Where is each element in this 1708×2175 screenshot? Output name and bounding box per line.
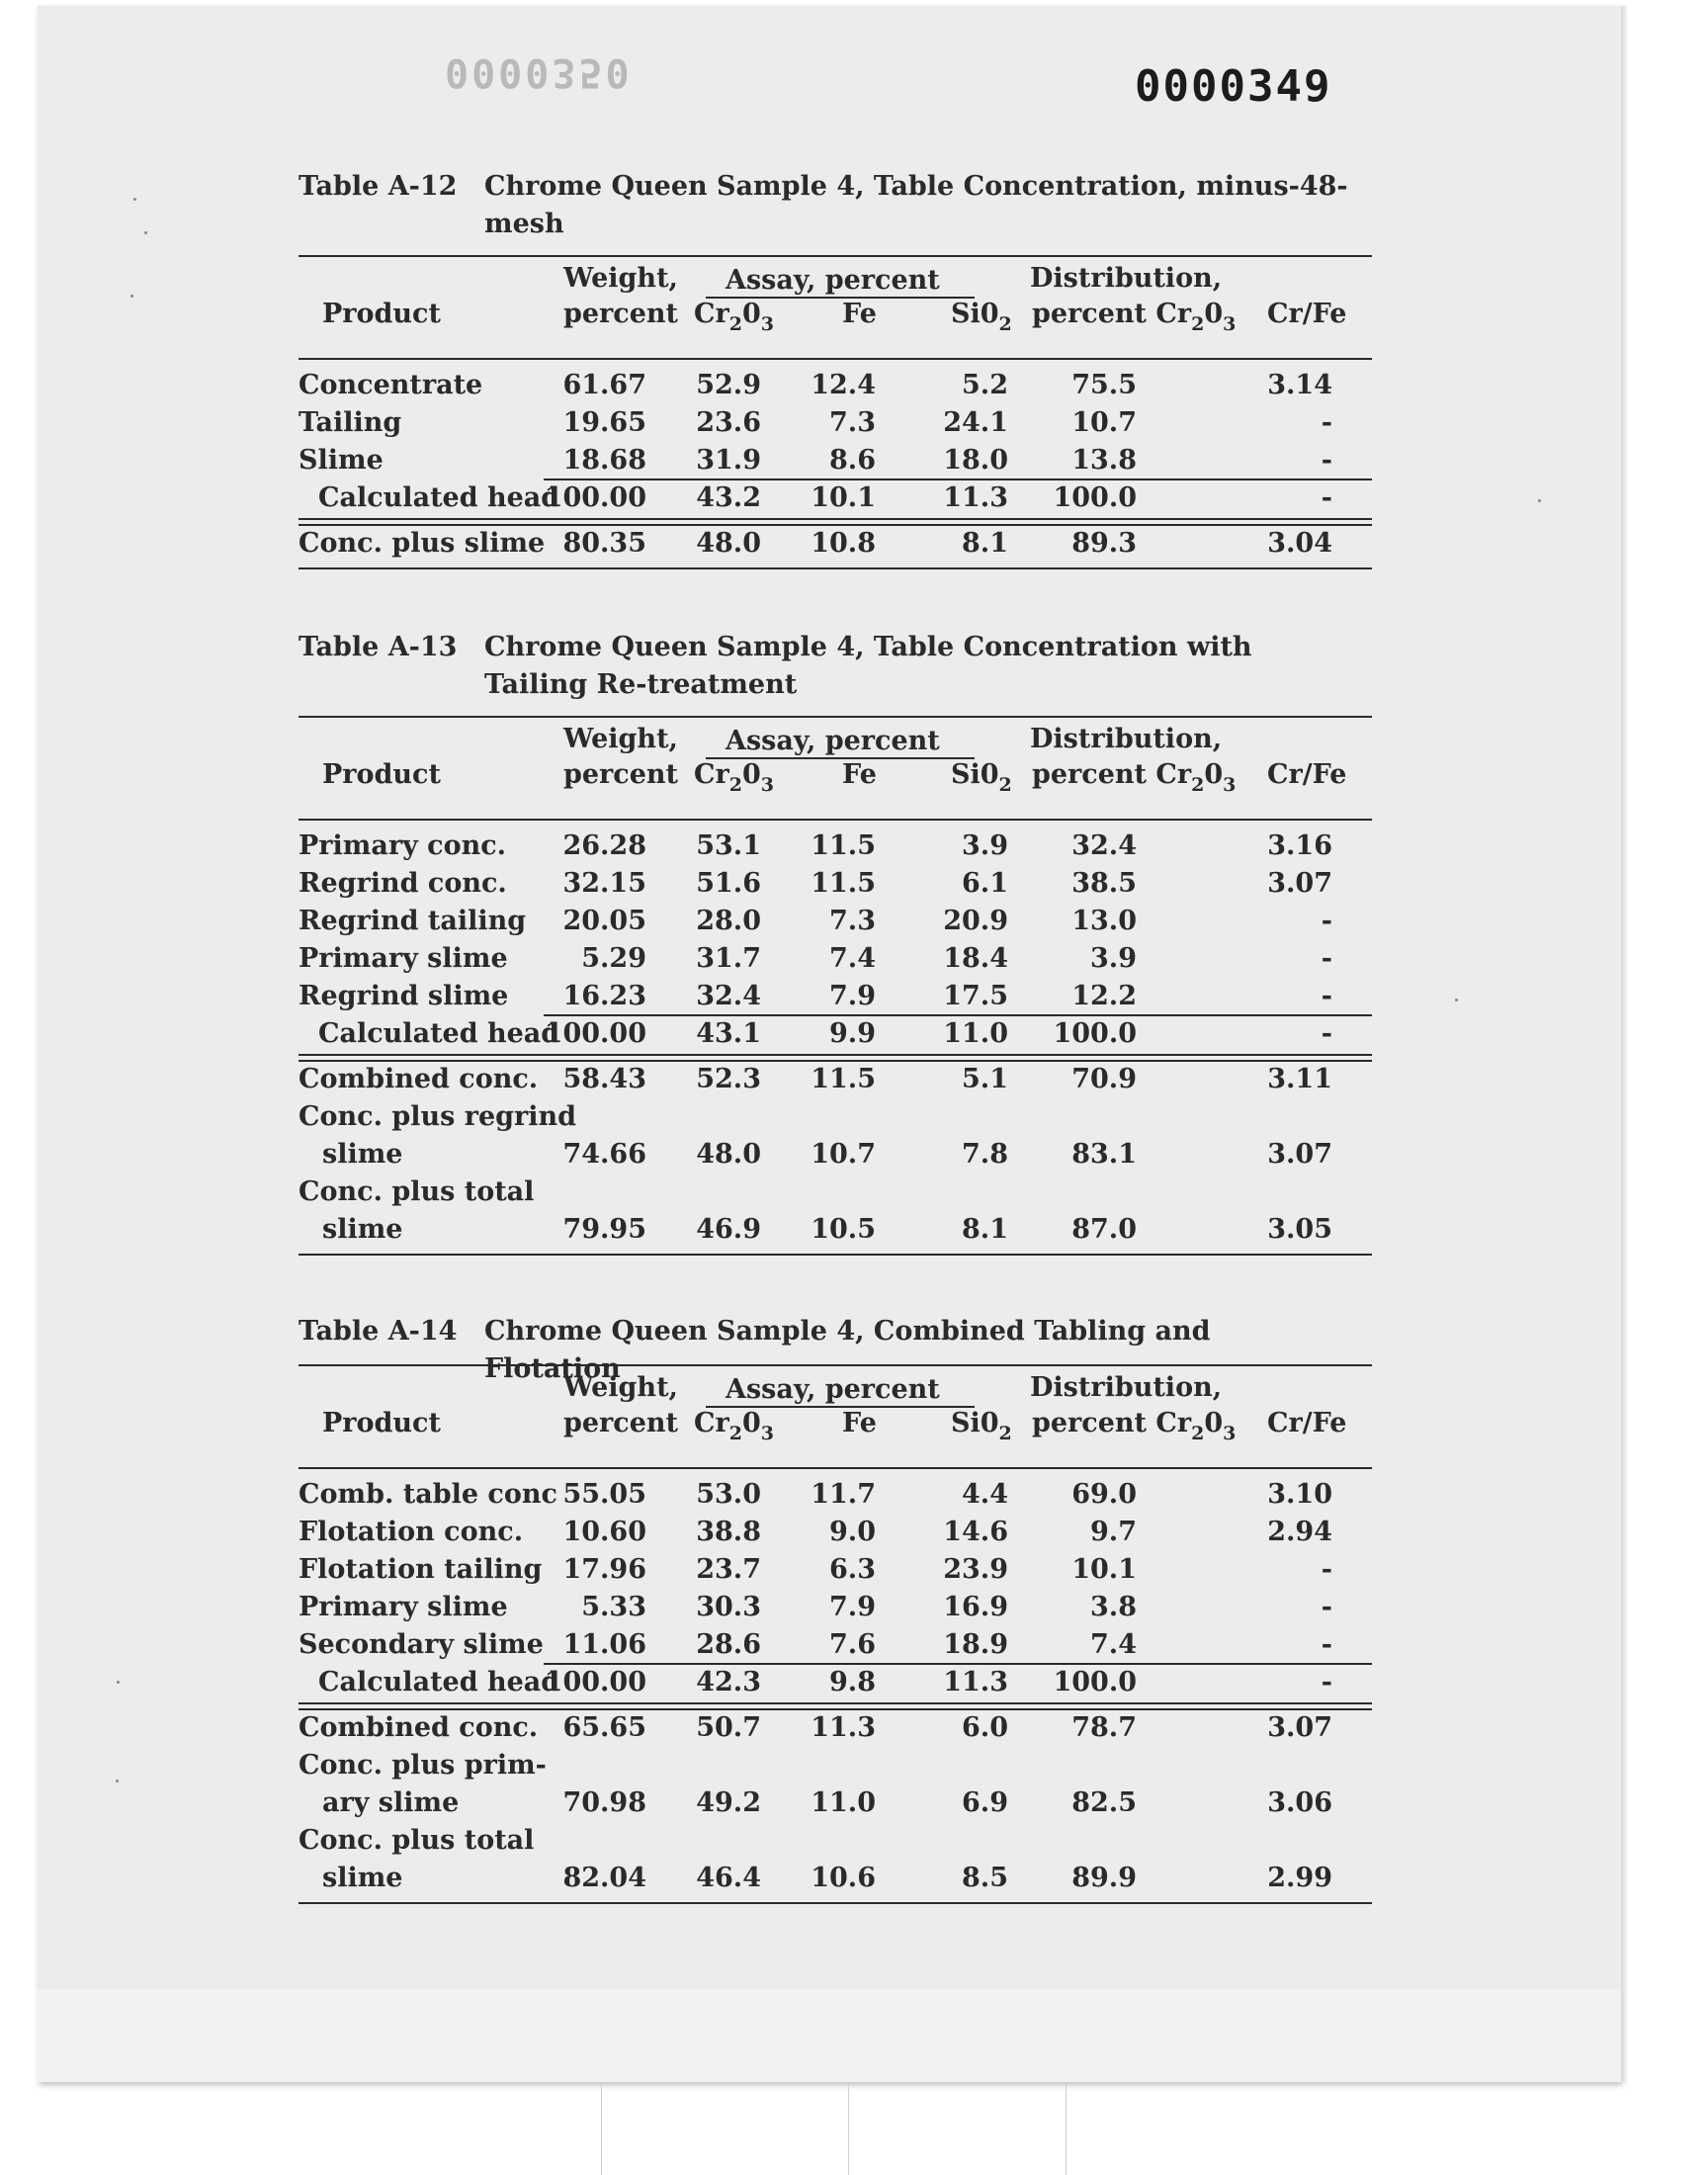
cell-cr-fe: - [1321,1554,1332,1585]
cell-product: Combined conc. [299,1712,539,1743]
table-number: Table A-13 [299,632,458,662]
header-weight-unit: percent [563,299,679,329]
cell-cr-fe: - [1321,445,1332,476]
table-top-rule [299,255,1372,257]
header-distribution-unit: percent $Cr_20_3$ [1032,1408,1237,1444]
header-fe: Fe [842,299,877,329]
cell-product: Secondary slime [299,1629,544,1660]
table-title: Chrome Queen Sample 4, Table Concentration, minus-48-mesh [484,171,1348,239]
cell-cr-fe: 3.05 [1267,1214,1332,1245]
cell-cr2o3: 23.7 [696,1554,761,1585]
header-cr-fe: Cr/Fe [1267,759,1347,790]
cell-distribution: 70.9 [1071,1064,1137,1094]
cell-sio2: 6.0 [962,1712,1008,1743]
cell-fe: 7.9 [829,1592,876,1622]
cell-product: Conc. plus total [299,1176,535,1207]
cell-distribution: 9.7 [1090,1517,1137,1547]
header-distribution: Distribution, [1030,1372,1223,1403]
cell-cr2o3: 49.2 [696,1787,761,1818]
cell-cr-fe: - [1321,407,1332,438]
header-cr-fe: Cr/Fe [1267,1408,1347,1438]
cell-cr2o3: 52.9 [696,370,761,400]
header-distribution-unit: percent $Cr_20_3$ [1032,759,1237,796]
table-bottom-rule [299,567,1372,569]
header-sio2: $Si0_2$ [951,759,1012,796]
cell-fe: 11.3 [811,1712,876,1743]
cell-sio2: 11.3 [943,482,1008,513]
speck [133,198,136,201]
cell-weight: 74.66 [562,1139,646,1170]
speck [1538,499,1541,502]
cell-sio2: 18.4 [943,943,1008,974]
speck [117,1681,120,1684]
cell-distribution: 89.3 [1071,528,1137,559]
cell-cr-fe: 3.04 [1267,528,1332,559]
cell-product: Calculated head [318,482,560,513]
cell-cr2o3: 28.0 [696,906,761,936]
cell-product: slime [322,1139,403,1170]
cell-weight: 26.28 [562,830,646,861]
header-assay: Assay, percent [726,1374,940,1405]
cell-distribution: 87.0 [1071,1214,1137,1245]
subtotal-rule [544,478,1372,480]
cell-cr2o3: 28.6 [696,1629,761,1660]
subtotal-rule [544,1663,1372,1665]
cell-weight: 79.95 [562,1214,646,1245]
header-weight-unit: percent [563,1408,679,1438]
cell-distribution: 89.9 [1071,1863,1137,1893]
speck [130,295,133,298]
cell-cr2o3: 50.7 [696,1712,761,1743]
cell-weight: 100.00 [544,1667,646,1697]
cell-cr-fe: 2.99 [1267,1863,1332,1893]
table-caption [299,168,1372,243]
cell-weight: 55.05 [562,1479,646,1510]
cell-sio2: 18.9 [943,1629,1008,1660]
cell-product: Conc. plus total [299,1825,535,1856]
cell-weight: 65.65 [562,1712,646,1743]
cell-cr-fe: 2.94 [1267,1517,1332,1547]
cell-distribution: 32.4 [1071,830,1137,861]
cell-sio2: 8.1 [962,1214,1008,1245]
cell-fe: 9.9 [829,1018,876,1049]
cell-distribution: 38.5 [1071,868,1137,899]
header-bottom-rule [299,1467,1372,1469]
header-bottom-rule [299,819,1372,821]
cell-product: Primary slime [299,943,508,974]
cell-weight: 82.04 [562,1863,646,1893]
cell-fe: 6.3 [829,1554,876,1585]
cell-sio2: 8.5 [962,1863,1008,1893]
page-edge [1621,6,1627,2082]
cell-product: Conc. plus prim- [299,1750,547,1781]
cell-cr-fe: - [1321,906,1332,936]
cell-distribution: 69.0 [1071,1479,1137,1510]
cell-sio2: 11.0 [943,1018,1008,1049]
cell-distribution: 100.0 [1053,482,1137,513]
header-cr2o3: $Cr_20_3$ [694,299,774,335]
cell-distribution: 7.4 [1090,1629,1137,1660]
header-product: Product [322,1408,441,1438]
cell-product: Tailing [299,407,402,438]
cell-weight: 61.67 [562,370,646,400]
header-fe: Fe [842,1408,877,1438]
page-number-stamp: 0000349 [1135,61,1332,112]
scan-mark [1066,2082,1067,2175]
cell-cr-fe: 3.10 [1267,1479,1332,1510]
cell-fe: 10.8 [811,528,876,559]
cell-cr-fe: - [1321,943,1332,974]
cell-cr2o3: 32.4 [696,981,761,1011]
table-title: Chrome Queen Sample 4, Table Concentration with Tailing Re-treatment [484,632,1252,700]
cell-sio2: 8.1 [962,528,1008,559]
cell-distribution: 10.1 [1071,1554,1137,1585]
header-weight-unit: percent [563,759,679,790]
cell-sio2: 17.5 [943,981,1008,1011]
cell-fe: 7.4 [829,943,876,974]
cell-sio2: 11.3 [943,1667,1008,1697]
header-weight: Weight, [563,263,678,294]
cell-cr-fe: - [1321,1667,1332,1697]
cell-product: Calculated head [318,1667,560,1697]
header-cr2o3: $Cr_20_3$ [694,1408,774,1444]
cell-cr2o3: 23.6 [696,407,761,438]
cell-sio2: 23.9 [943,1554,1008,1585]
total-double-rule [299,1702,1372,1710]
cell-product: Conc. plus slime [299,528,546,559]
cell-fe: 7.3 [829,407,876,438]
cell-sio2: 24.1 [943,407,1008,438]
cell-sio2: 5.2 [962,370,1008,400]
cell-fe: 10.6 [811,1863,876,1893]
cell-cr2o3: 31.7 [696,943,761,974]
cell-cr2o3: 48.0 [696,528,761,559]
cell-cr2o3: 38.8 [696,1517,761,1547]
table-bottom-rule [299,1902,1372,1904]
cell-fe: 10.5 [811,1214,876,1245]
cell-product: Flotation tailing [299,1554,543,1585]
cell-sio2: 4.4 [962,1479,1008,1510]
cell-weight: 70.98 [562,1787,646,1818]
cell-cr2o3: 31.9 [696,445,761,476]
cell-cr-fe: - [1321,482,1332,513]
cell-fe: 8.6 [829,445,876,476]
header-assay: Assay, percent [726,265,940,296]
cell-cr-fe: 3.07 [1267,868,1332,899]
cell-cr2o3: 43.1 [696,1018,761,1049]
speck [116,1780,119,1783]
table-caption [299,629,1372,704]
cell-distribution: 75.5 [1071,370,1137,400]
cell-product: slime [322,1863,403,1893]
cell-product: ary slime [322,1787,460,1818]
cell-sio2: 6.9 [962,1787,1008,1818]
speck [1455,999,1458,1001]
cell-product: Primary conc. [299,830,507,861]
cell-sio2: 16.9 [943,1592,1008,1622]
cell-distribution: 13.0 [1071,906,1137,936]
scan-mark [848,2082,849,2175]
cell-weight: 32.15 [562,868,646,899]
cell-sio2: 6.1 [962,868,1008,899]
header-bottom-rule [299,358,1372,360]
header-weight: Weight, [563,724,678,754]
subtotal-rule [544,1014,1372,1016]
cell-cr-fe: 3.16 [1267,830,1332,861]
cell-distribution: 3.8 [1090,1592,1137,1622]
cell-weight: 20.05 [562,906,646,936]
cell-fe: 10.1 [811,482,876,513]
cell-distribution: 13.8 [1071,445,1137,476]
cell-weight: 5.33 [581,1592,646,1622]
cell-weight: 17.96 [562,1554,646,1585]
header-assay: Assay, percent [726,726,940,756]
table-top-rule [299,1364,1372,1366]
cell-fe: 7.9 [829,981,876,1011]
cell-sio2: 5.1 [962,1064,1008,1094]
cell-cr-fe: - [1321,1018,1332,1049]
cell-cr2o3: 46.9 [696,1214,761,1245]
cell-fe: 11.5 [811,1064,876,1094]
cell-cr-fe: 3.14 [1267,370,1332,400]
cell-fe: 11.5 [811,868,876,899]
table-bottom-rule [299,1254,1372,1256]
cell-distribution: 10.7 [1071,407,1137,438]
header-cr2o3: $Cr_20_3$ [694,759,774,796]
cell-fe: 11.7 [811,1479,876,1510]
cell-weight: 19.65 [562,407,646,438]
cell-product: slime [322,1214,403,1245]
cell-cr-fe: - [1321,1592,1332,1622]
cell-weight: 18.68 [562,445,646,476]
header-cr-fe: Cr/Fe [1267,299,1347,329]
cell-fe: 7.3 [829,906,876,936]
cell-cr2o3: 46.4 [696,1863,761,1893]
speck [144,231,147,234]
cell-distribution: 3.9 [1090,943,1137,974]
cell-cr-fe: 3.07 [1267,1712,1332,1743]
total-double-rule [299,1054,1372,1062]
faded-page-number-stamp: 0000350 [445,49,633,95]
cell-cr-fe: 3.06 [1267,1787,1332,1818]
cell-cr-fe: - [1321,1629,1332,1660]
cell-sio2: 18.0 [943,445,1008,476]
cell-fe: 12.4 [811,370,876,400]
cell-product: Comb. table conc [299,1479,557,1510]
table-number: Table A-12 [299,171,458,202]
cell-distribution: 83.1 [1071,1139,1137,1170]
scan-mark [601,2082,602,2175]
cell-sio2: 3.9 [962,830,1008,861]
header-distribution-unit: percent $Cr_20_3$ [1032,299,1237,335]
cell-product: Slime [299,445,384,476]
header-product: Product [322,299,441,329]
header-weight: Weight, [563,1372,678,1403]
cell-distribution: 100.0 [1053,1018,1137,1049]
table-title: Chrome Queen Sample 4, Combined Tabling and Flotation [484,1316,1211,1384]
cell-distribution: 100.0 [1053,1667,1137,1697]
cell-distribution: 12.2 [1071,981,1137,1011]
cell-weight: 11.06 [562,1629,646,1660]
header-fe: Fe [842,759,877,790]
cell-fe: 10.7 [811,1139,876,1170]
header-sio2: $Si0_2$ [951,1408,1012,1444]
cell-weight: 80.35 [562,528,646,559]
cell-weight: 100.00 [544,1018,646,1049]
cell-product: Calculated head [318,1018,560,1049]
cell-cr-fe: - [1321,981,1332,1011]
cell-distribution: 82.5 [1071,1787,1137,1818]
cell-cr-fe: 3.07 [1267,1139,1332,1170]
cell-product: Conc. plus regrind [299,1101,577,1132]
cell-cr2o3: 43.2 [696,482,761,513]
cell-product: Combined conc. [299,1064,539,1094]
cell-weight: 10.60 [562,1517,646,1547]
cell-cr2o3: 52.3 [696,1064,761,1094]
cell-weight: 100.00 [544,482,646,513]
cell-sio2: 7.8 [962,1139,1008,1170]
cell-product: Regrind conc. [299,868,507,899]
cell-weight: 5.29 [581,943,646,974]
page-footer-margin [38,1989,1621,2082]
total-double-rule [299,518,1372,526]
cell-sio2: 20.9 [943,906,1008,936]
cell-cr2o3: 53.1 [696,830,761,861]
header-distribution: Distribution, [1030,724,1223,754]
cell-cr2o3: 51.6 [696,868,761,899]
table-number: Table A-14 [299,1316,458,1347]
cell-cr2o3: 48.0 [696,1139,761,1170]
cell-fe: 11.0 [811,1787,876,1818]
header-sio2: $Si0_2$ [951,299,1012,335]
cell-product: Primary slime [299,1592,508,1622]
cell-fe: 7.6 [829,1629,876,1660]
cell-product: Flotation conc. [299,1517,524,1547]
cell-fe: 9.0 [829,1517,876,1547]
cell-fe: 9.8 [829,1667,876,1697]
cell-cr2o3: 53.0 [696,1479,761,1510]
cell-weight: 58.43 [562,1064,646,1094]
cell-product: Regrind tailing [299,906,527,936]
cell-fe: 11.5 [811,830,876,861]
header-product: Product [322,759,441,790]
cell-product: Regrind slime [299,981,509,1011]
cell-sio2: 14.6 [943,1517,1008,1547]
header-distribution: Distribution, [1030,263,1223,294]
cell-cr2o3: 42.3 [696,1667,761,1697]
cell-cr2o3: 30.3 [696,1592,761,1622]
cell-distribution: 78.7 [1071,1712,1137,1743]
table-top-rule [299,716,1372,718]
cell-cr-fe: 3.11 [1267,1064,1332,1094]
cell-weight: 16.23 [562,981,646,1011]
cell-product: Concentrate [299,370,483,400]
